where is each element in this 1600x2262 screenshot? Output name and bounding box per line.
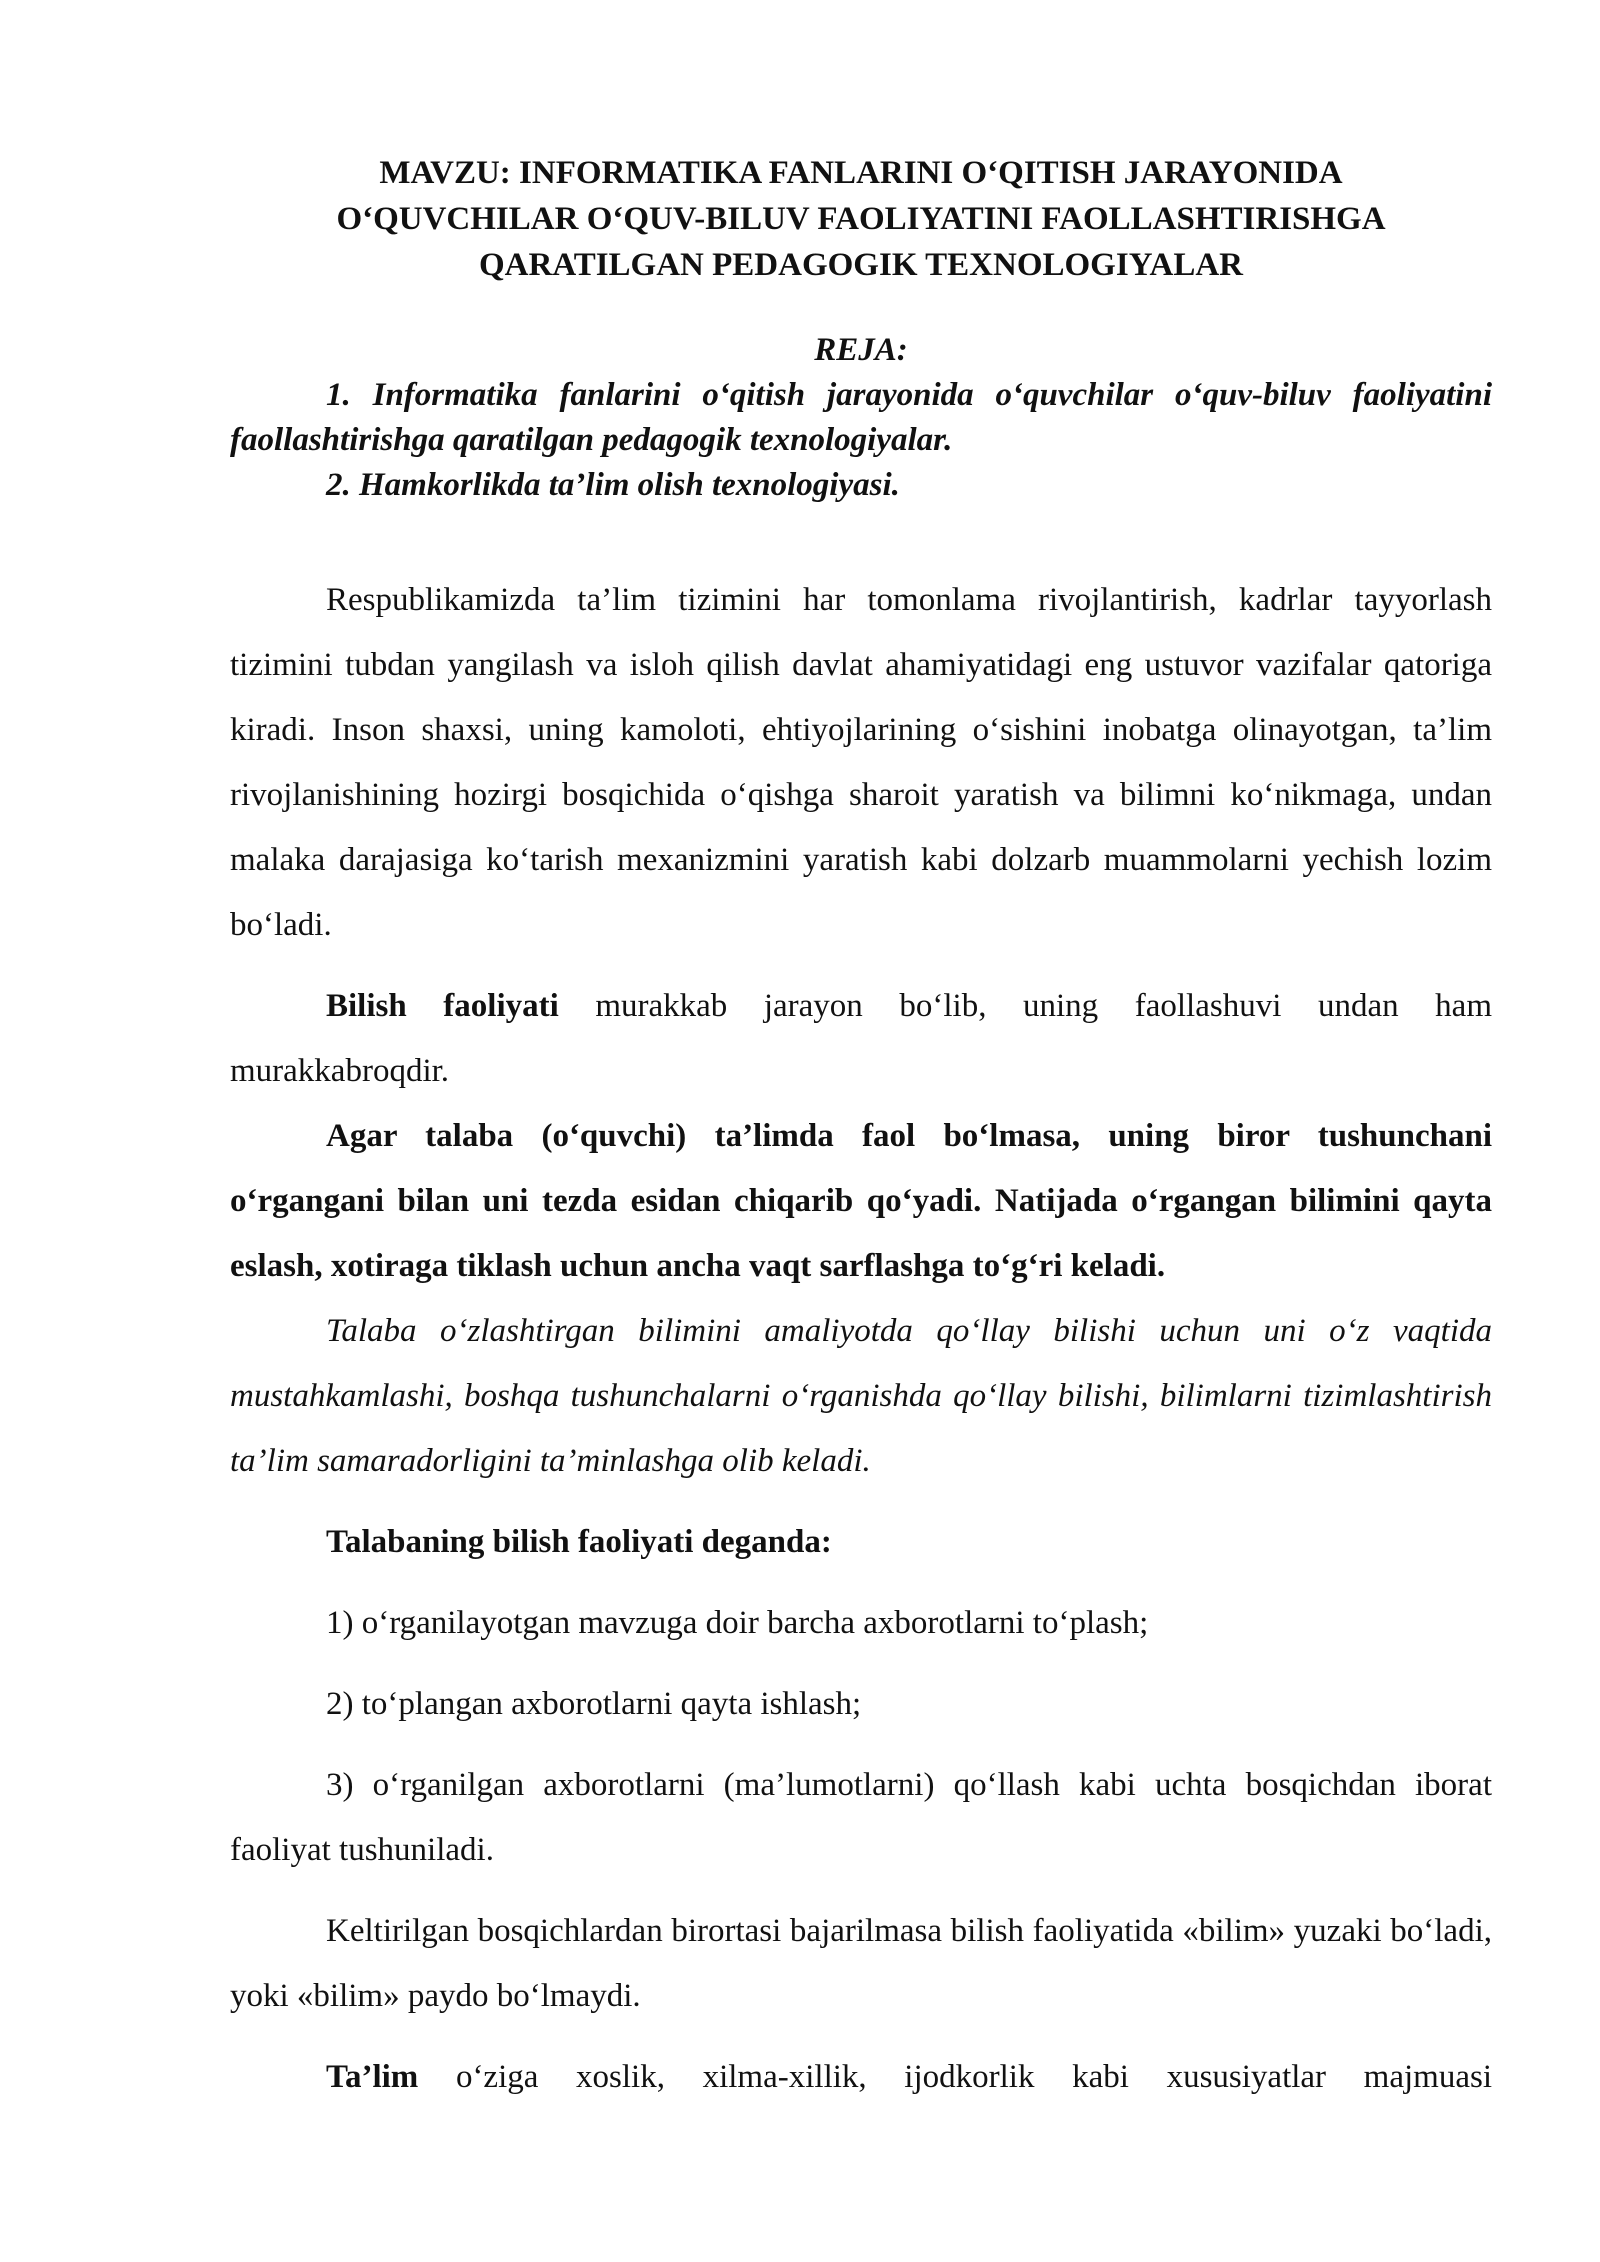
plan-item-2: 2. Hamkorlikda ta’lim olish texnologiyasi. xyxy=(326,467,900,503)
document-body xyxy=(230,568,1492,2110)
paragraph-bilish-faoliyati-text: murakkab jarayon bo‘lib, uning faollashuvi undan ham murakkabroqdir. xyxy=(230,988,1492,1089)
term-bilish-faoliyati: Bilish faoliyati xyxy=(326,988,559,1024)
list-item-3: 3) o‘rganilgan axborotlarni (ma’lumotlarni) qo‘llash kabi uchta bosqichdan iborat faoliyat tushuniladi. xyxy=(230,1767,1492,1868)
plan-item-1: 1. Informatika fanlarini o‘qitish jarayonida o‘quvchilar o‘quv-biluv faoliyatini faollashtirishga qaratilgan pedagogik texnologiyalar. xyxy=(230,377,1492,458)
paragraph-talim-text: o‘ziga xoslik, xilma-xillik, ijodkorlik kabi xususiyatlar majmuasi xyxy=(418,2059,1492,2095)
paragraph-talabaning-bilish: Talabaning bilish faoliyati deganda: xyxy=(326,1524,832,1560)
paragraph-keltirilgan: Keltirilgan bosqichlardan birortasi bajarilmasa bilish faoliyatida «bilim» yuzaki bo‘ladi, yoki «bilim» paydo bo‘lmaydi. xyxy=(230,1913,1492,2014)
term-talim: Ta’lim xyxy=(326,2059,419,2095)
paragraph-talim xyxy=(230,2045,1492,2110)
paragraph-talaba-ozlashtirgan: Talaba o‘zlashtirgan bilimini amaliyotda qo‘llay bilishi uchun uni o‘z vaqtida mustahkamlashi, boshqa tushunchalarni o‘rganishda qo‘llay bilishi, bilimlarni tizimlashtirish ta’lim samaradorligini ta’minlashga olib keladi. xyxy=(230,1313,1492,1479)
document-page xyxy=(230,150,1492,2126)
title-line-1: MAVZU: INFORMATIKA FANLARINI O‘QITISH JARAYONIDA xyxy=(379,155,1343,191)
list-item-1: 1) o‘rganilayotgan mavzuga doir barcha axborotlarni to‘plash; xyxy=(326,1605,1149,1641)
paragraph-bilish-faoliyati xyxy=(230,974,1492,1104)
plan-heading: REJA: xyxy=(814,332,908,368)
paragraph-intro: Respublikamizda ta’lim tizimini har tomonlama rivojlantirish, kadrlar tayyorlash tizimini tubdan yangilash va isloh qilish davlat ahamiyatidagi eng ustuvor vazifalar qatoriga kiradi. Inson shaxsi, uning kamoloti, ehtiyojlarining o‘sishini inobatga olinayotgan, ta’lim rivojlanishining hozirgi bosqichida o‘qishga sharoit yaratish va bilimni ko‘nikmaga, undan malaka darajasiga ko‘tarish mexanizmini yaratish kabi dolzarb muammolarni yechish lozim bo‘ladi. xyxy=(230,582,1492,943)
document-title xyxy=(230,150,1492,288)
plan-section xyxy=(230,328,1492,508)
title-line-3: QARATILGAN PEDAGOGIK TEXNOLOGIYALAR xyxy=(478,247,1243,283)
list-item-2: 2) to‘plangan axborotlarni qayta ishlash; xyxy=(326,1686,862,1722)
paragraph-agar-talaba: Agar talaba (o‘quvchi) ta’limda faol bo‘lmasa, uning biror tushunchani o‘rgangani bilan uni tezda esidan chiqarib qo‘yadi. Natijada o‘rgangan bilimini qayta eslash, xotiraga tiklash uchun ancha vaqt sarflashga to‘g‘ri keladi. xyxy=(230,1118,1492,1284)
title-line-2: O‘QUVCHILAR O‘QUV-BILUV FAOLIYATINI FAOLLASHTIRISHGA xyxy=(336,201,1386,237)
